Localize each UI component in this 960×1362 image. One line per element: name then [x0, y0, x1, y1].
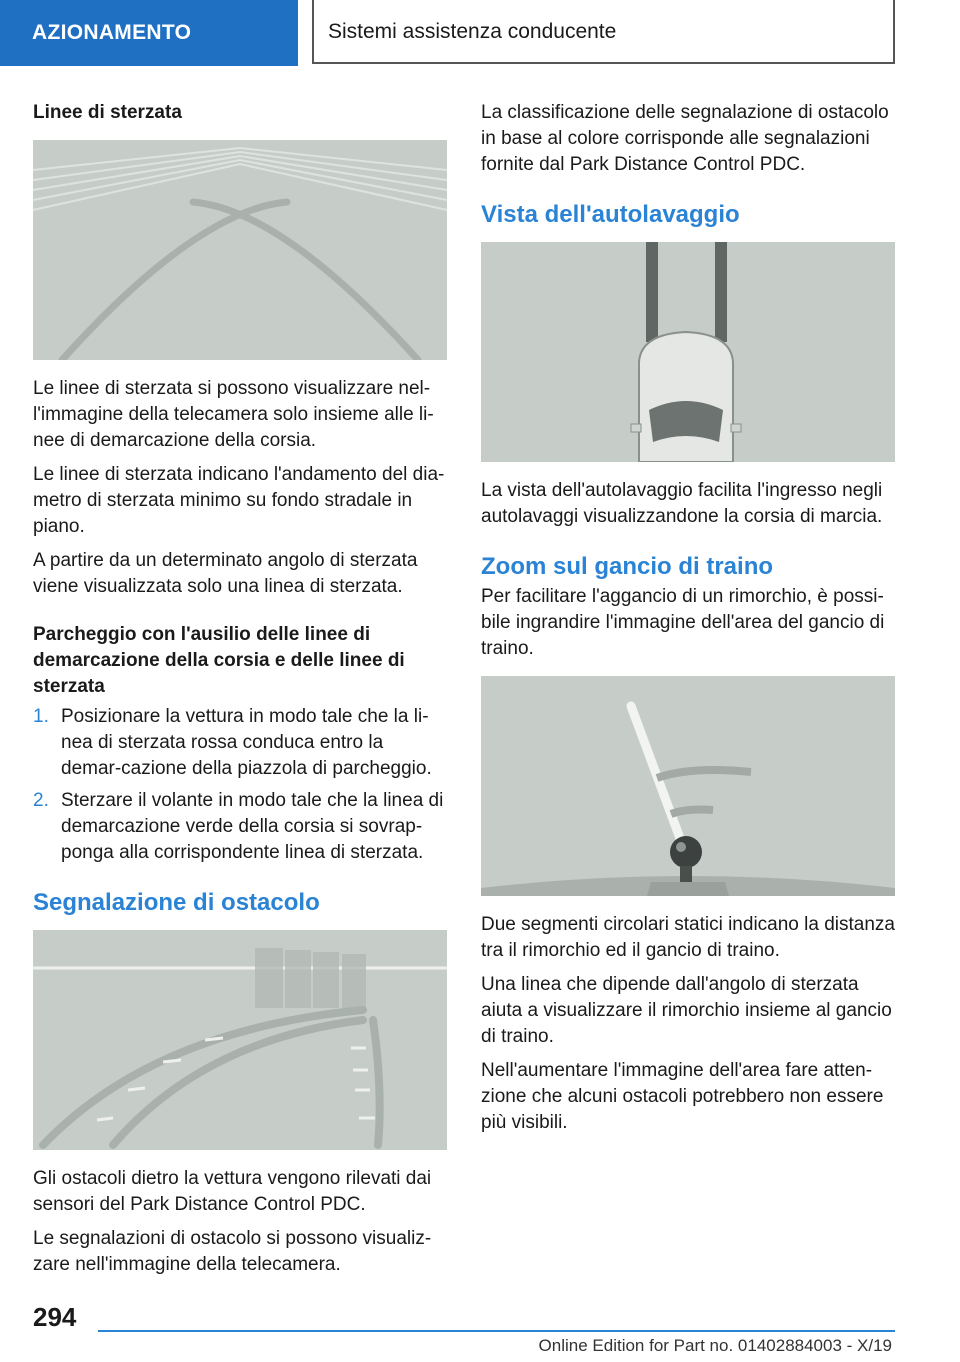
- paragraph: Le segnalazioni di ostacolo si possono visualiz-zare nell'immagine della telecamera.: [33, 1228, 432, 1275]
- paragraph: Nell'aumentare l'immagine dell'area fare atten-zione che alcuni ostacoli potrebbero non essere più visibili.: [481, 1060, 884, 1133]
- footer-divider: [98, 1330, 895, 1332]
- heading-steering-lines: Linee di sterzata: [33, 102, 182, 123]
- paragraph: Due segmenti circolari statici indicano la distanza tra il rimorchio ed il gancio di traino.: [481, 914, 895, 961]
- page-header: [0, 0, 960, 66]
- paragraph: Le linee di sterzata indicano l'andamento del dia-metro di sterzata minimo su fondo stradale in piano.: [33, 464, 445, 537]
- step-text: Posizionare la vettura in modo tale che la li-nea di sterzata rossa conduca entro la demar-cazione della piazzola di parcheggio.: [61, 706, 432, 779]
- step-text: Sterzare il volante in modo tale che la linea di demarcazione verde della corsia si sovrap-ponga alla corrispondente linea di sterzata.: [61, 790, 444, 863]
- steps-list: [33, 704, 447, 866]
- carwash-view-illustration: [481, 242, 895, 462]
- left-column: [33, 100, 447, 1286]
- paragraph: La classificazione delle segnalazione di ostacolo in base al colore corrisponde alle segnalazioni fornite dal Park Distance Control PDC.: [481, 102, 889, 175]
- list-item: [33, 788, 447, 866]
- obstacle-marking-illustration: [33, 930, 447, 1150]
- step-number: 2.: [33, 790, 49, 811]
- heading-parking: Parcheggio con l'ausilio delle linee di demarcazione della corsia e delle linee di sterzata: [33, 624, 405, 697]
- heading-obstacle: Segnalazione di ostacolo: [33, 889, 320, 916]
- paragraph: A partire da un determinato angolo di sterzata viene visualizzata solo una linea di sterzata.: [33, 550, 418, 597]
- section-tab: AZIONAMENTO: [0, 0, 298, 66]
- page-number: 294: [33, 1302, 77, 1332]
- heading-carwash: Vista dell'autolavaggio: [481, 201, 740, 228]
- step-number: 1.: [33, 706, 49, 727]
- paragraph: Gli ostacoli dietro la vettura vengono rilevati dai sensori del Park Distance Control PDC.: [33, 1168, 432, 1215]
- paragraph: Le linee di sterzata si possono visualizzare nel-l'immagine della telecamera solo insieme alle li-nee di demarcazione della corsia.: [33, 378, 434, 451]
- chapter-title: Sistemi assistenza conducente: [312, 0, 895, 64]
- right-column: [481, 100, 895, 1144]
- edition-note: Online Edition for Part no. 01402884003 - X/19: [538, 1336, 892, 1355]
- paragraph: La vista dell'autolavaggio facilita l'ingresso negli autolavaggi visualizzandone la corsia di marcia.: [481, 480, 883, 527]
- list-item: [33, 704, 447, 782]
- hitch-zoom-illustration: [481, 676, 895, 896]
- heading-hitch-zoom: Zoom sul gancio di traino: [481, 553, 774, 580]
- paragraph: Per facilitare l'aggancio di un rimorchio, è possi-bile ingrandire l'immagine dell'area del gancio di traino.: [481, 586, 885, 659]
- steering-lines-illustration: [33, 140, 447, 360]
- paragraph: Una linea che dipende dall'angolo di sterzata aiuta a visualizzare il rimorchio insieme al gancio di traino.: [481, 974, 892, 1047]
